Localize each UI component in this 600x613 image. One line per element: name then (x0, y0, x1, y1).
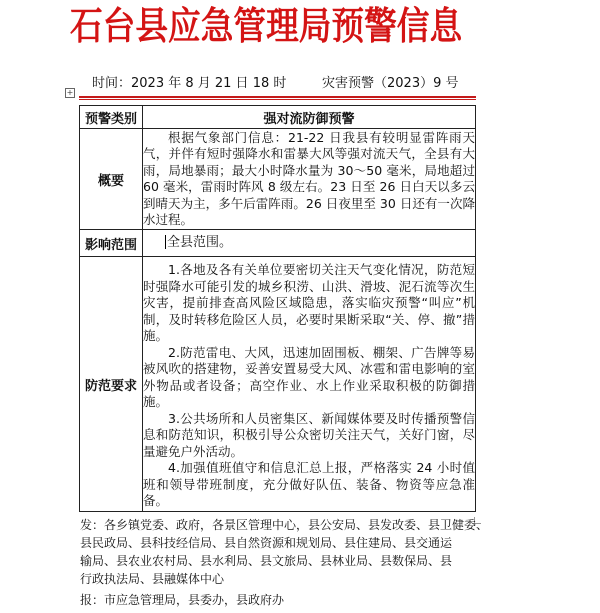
overview-text: 根据气象部门信息：21-22 日我县有较明显雷阵雨天气，并伴有短时强降水和雷暴大风等强对流天气，全县有大雨，局地暴雨；最大小时降水量为 30～50 毫米，局地超过 60 毫米，雷雨时阵风 8 级左右。23 日至 26 日白天以多云到晴天为主，多午后雷阵雨。26 日夜里至 30 日还有一次降水过程。 (143, 129, 475, 227)
scope-cell[interactable] (143, 230, 476, 257)
requirement-item: 2.防范雷电、大风，迅速加固围板、棚架、广告牌等易被风吹的搭建物，妥善安置易受大风、冰雹和雷电影响的室外物品或者设备；高空作业、水上作业采取积极的防御措施。 (143, 344, 475, 410)
issue-time: 时间：2023 年 8 月 21 日 18 时 (92, 76, 287, 91)
requirements-label: 防范要求 (80, 257, 143, 512)
overview-cell[interactable] (143, 129, 476, 230)
document-number: 灾害预警（2023）9 号 (322, 76, 459, 91)
send-line: 县民政局、县科技经信局、县自然资源和规划局、县住建局、县交通运 (80, 536, 453, 550)
requirement-item: 1.各地及各有关单位要密切关注天气变化情况，防范短时强降水可能引发的城乡积涝、山洪、滑坡、泥石流等次生灾害，提前排查高风险区域隐患，落实临灾预警“叫应”机制，及时转移危险区人员，必要时果断采取“关、停、撤”措施。 (143, 262, 475, 344)
scope-label: 影响范围 (80, 230, 143, 257)
scope-text: 全县范围。 (167, 234, 233, 250)
send-line: 发：各乡镇党委、政府，各景区管理中心，县公安局、县发改委、县卫健委、 (80, 518, 489, 532)
category-value: 强对流防御预警 (143, 106, 476, 129)
send-line: 输局、县农业农村局、县水利局、县文旅局、县林业局、县数保局、县 (80, 554, 453, 568)
text-cursor (165, 235, 166, 249)
warning-table (79, 105, 476, 512)
masthead-title: 石台县应急管理局预警信息 (70, 3, 463, 48)
category-label: 预警类别 (80, 106, 143, 129)
table-move-handle-icon[interactable]: + (66, 88, 74, 97)
send-line: 行政执法局、县融媒体中心 (80, 572, 225, 586)
overview-label: 概要 (80, 129, 143, 230)
report-line: 报：市应急管理局，县委办，县政府办 (80, 593, 285, 607)
requirement-item: 4.加强值班值守和信息汇总上报，严格落实 24 小时值班和领导带班制度，充分做好队伍、装备、物资等应急准备。 (143, 460, 475, 509)
requirement-item: 3.公共场所和人员密集区、新闻媒体要及时传播预警信息和防范知识，积极引导公众密切关注天气，关好门窗，尽量避免户外活动。 (143, 410, 475, 459)
requirements-cell[interactable] (143, 257, 476, 512)
divider-rule-top (79, 96, 476, 98)
divider-rule-bottom (79, 99, 476, 100)
